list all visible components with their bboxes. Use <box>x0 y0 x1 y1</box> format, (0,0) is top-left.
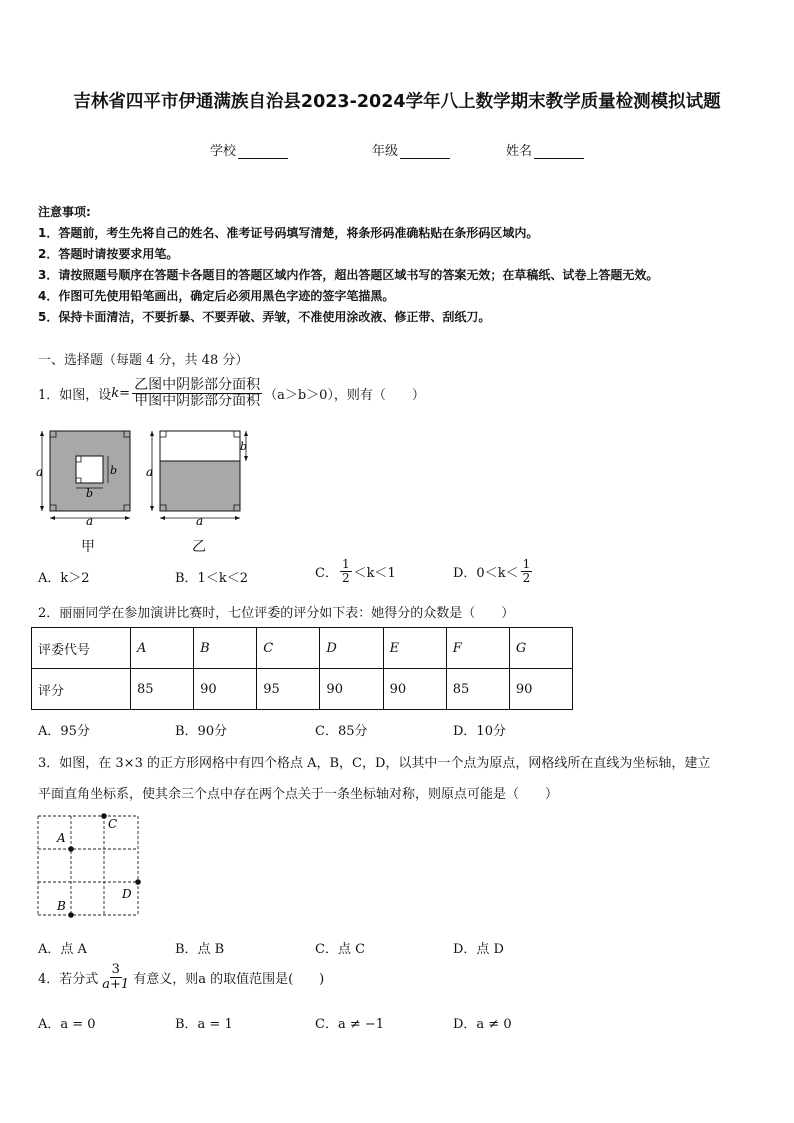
q1-option-d-num: 1 <box>522 557 531 571</box>
q3-option-a[interactable]: A．点 A <box>38 942 87 957</box>
table-cell: 90 <box>509 669 572 710</box>
table-cell: 85 <box>446 669 509 710</box>
grade-field[interactable] <box>372 140 450 159</box>
yi-label-a-left: a <box>146 465 154 479</box>
table-cell: G <box>509 628 572 669</box>
jia-label-a-left: a <box>36 465 44 479</box>
table-cell: 85 <box>131 669 194 710</box>
q1-k: k <box>111 385 120 401</box>
q1-option-c-num: 1 <box>341 557 350 571</box>
q3-option-c[interactable]: C．点 C <box>315 942 366 957</box>
note-item: 2．答题时请按要求用笔。 <box>38 247 179 261</box>
q1-option-c[interactable] <box>315 558 396 584</box>
q4-option-a[interactable]: A．a = 0 <box>38 1017 96 1032</box>
school-label: 学校 <box>210 144 237 159</box>
q4-suffix: 有意义，则a 的取值范围是( ) <box>133 971 325 987</box>
table-cell: F <box>446 628 509 669</box>
note-item: 5．保持卡面清洁，不要折暴、不要弄破、弄皱，不准使用涂改液、修正带、刮纸刀。 <box>38 310 491 324</box>
grid-figure <box>34 812 146 920</box>
q1-condition: （a＞b＞0），则有（ ） <box>264 387 425 403</box>
yi-shaded-region <box>160 461 240 511</box>
table-cell: C <box>257 628 320 669</box>
table-cell: A <box>131 628 194 669</box>
table-header-cell: 评分 <box>32 669 131 710</box>
table-cell: 90 <box>320 669 383 710</box>
point-b <box>68 912 74 918</box>
school-blank[interactable] <box>238 144 288 159</box>
label-d: D <box>122 887 132 901</box>
q4-prefix: 4．若分式 <box>38 971 99 987</box>
label-a: A <box>57 831 66 845</box>
q2-option-a[interactable]: A．95分 <box>38 724 90 739</box>
table-cell: 90 <box>383 669 446 710</box>
q4-numerator: 3 <box>111 962 120 977</box>
q1-option-c-fraction <box>340 558 352 584</box>
score-table <box>31 627 573 710</box>
school-field[interactable] <box>210 140 288 159</box>
table-row <box>32 669 573 710</box>
note-item: 3．请按照题号顺序在答题卡各题目的答题区域内作答，超出答题区域书写的答案无效；在草稿纸、试卷上答题无效。 <box>38 268 659 282</box>
q4-option-b[interactable]: B．a = 1 <box>175 1017 233 1032</box>
name-blank[interactable] <box>534 144 584 159</box>
note-item: 1．答题前，考生先将自己的姓名、准考证号码填写清楚，将条形码准确粘贴在条形码区域内。 <box>38 226 539 240</box>
exam-title: 吉林省四平市伊通满族自治县2023-2024学年八上数学期末教学质量检测模拟试题 <box>73 92 721 112</box>
q1-option-d-prefix: D．0＜k＜ <box>453 565 519 581</box>
q1-option-c-den: 2 <box>341 570 350 585</box>
q1-option-d-den: 2 <box>522 570 531 585</box>
q2-option-d[interactable]: D．10分 <box>453 724 506 739</box>
q1-option-c-prefix: C． <box>315 565 338 581</box>
figure-jia <box>36 428 136 526</box>
question-3-line-2: 平面直角坐标系，使其余三个点中存在两个点关于一条坐标轴对称，则原点可能是（ ） <box>38 787 559 802</box>
question-3-line-1: 3．如图，在 3×3 的正方形网格中有四个格点 A，B，C，D，以其中一个点为原点，网格线所在直线为坐标轴，建立 <box>38 756 711 771</box>
question-2: 2．丽丽同学在参加演讲比赛时，七位评委的评分如下表：她得分的众数是（ ） <box>38 606 515 621</box>
section-heading: 一、选择题（每题 4 分，共 48 分） <box>38 353 249 368</box>
q1-prefix: 1．如图，设 <box>38 387 112 403</box>
question-1 <box>38 378 425 408</box>
table-cell: E <box>383 628 446 669</box>
yi-label-b: b <box>240 440 248 453</box>
notes-heading: 注意事项: <box>38 205 91 219</box>
note-item: 4．作图可先使用铅笔画出，确定后必须用黑色字迹的签字笔描黑。 <box>38 289 395 303</box>
q1-numerator: 乙图中阴影部分面积 <box>134 377 261 393</box>
table-cell: D <box>320 628 383 669</box>
figure-jia-caption: 甲 <box>81 539 95 555</box>
name-label: 姓名 <box>506 144 533 159</box>
q4-option-d[interactable]: D．a ≠ 0 <box>453 1017 512 1032</box>
question-4 <box>38 963 324 991</box>
q2-option-c[interactable]: C．85分 <box>315 724 368 739</box>
q1-eq: = <box>119 385 131 401</box>
q1-option-d[interactable] <box>453 558 534 584</box>
jia-label-a-bottom: a <box>86 514 94 526</box>
table-row <box>32 628 573 669</box>
q4-option-c[interactable]: C．a ≠ −1 <box>315 1017 385 1032</box>
q1-option-a[interactable]: A．k＞2 <box>38 571 90 586</box>
figure-yi <box>146 428 250 526</box>
grade-blank[interactable] <box>400 144 450 159</box>
grade-label: 年级 <box>372 144 399 159</box>
table-cell: B <box>194 628 257 669</box>
q1-fraction <box>132 378 262 408</box>
figure-yi-caption: 乙 <box>192 539 206 555</box>
q1-option-b[interactable]: B．1＜k＜2 <box>175 571 248 586</box>
q4-denominator: a+1 <box>102 976 130 992</box>
jia-label-b-bottom: b <box>86 487 94 500</box>
point-c <box>101 813 107 819</box>
name-field[interactable] <box>506 140 584 159</box>
jia-label-b-right: b <box>110 464 118 477</box>
q1-option-c-suffix: ＜k＜1 <box>353 565 396 581</box>
q1-option-d-fraction <box>521 558 533 584</box>
table-header-cell: 评委代号 <box>32 628 131 669</box>
yi-label-a-bottom: a <box>196 514 204 526</box>
jia-inner-square <box>76 456 103 483</box>
label-c: C <box>108 817 118 831</box>
point-d <box>135 879 141 885</box>
table-cell: 90 <box>194 669 257 710</box>
q1-denominator: 甲图中阴影部分面积 <box>134 392 261 409</box>
q3-option-b[interactable]: B．点 B <box>175 942 225 957</box>
table-cell: 95 <box>257 669 320 710</box>
label-b: B <box>57 899 66 913</box>
point-a <box>68 846 74 852</box>
q4-fraction <box>100 963 131 991</box>
q2-option-b[interactable]: B．90分 <box>175 724 228 739</box>
q3-option-d[interactable]: D．点 D <box>453 942 504 957</box>
